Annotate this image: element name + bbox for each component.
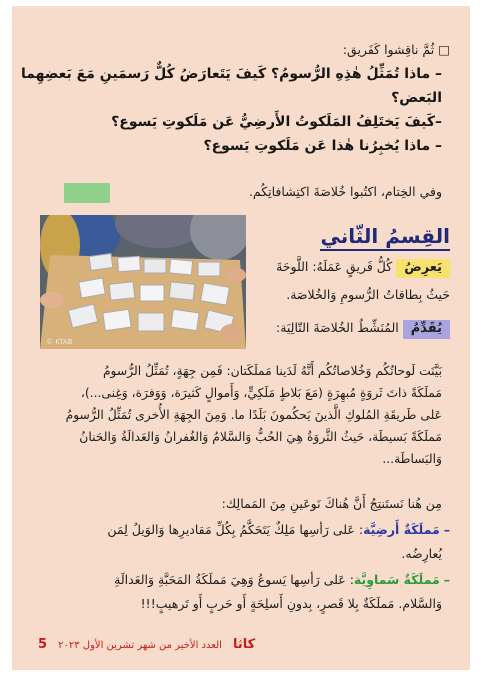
paragraph-1-line: وَالبَساطَة... — [382, 452, 442, 466]
green-marker — [64, 183, 110, 203]
footer — [38, 633, 255, 652]
conclusion-text: وفي الخِتام، اكتُبوا خُلاصَةَ اكتِشافاتِكُم. — [248, 184, 442, 199]
present-text-2: حَيثُ بِطاقاتُ الرُّسومِ وَالخُلاصَة. — [286, 287, 450, 302]
offer-badge: يُقَدِّمُ — [403, 320, 450, 339]
activity-photo — [40, 215, 246, 349]
footer-page-number: 5 — [38, 637, 48, 652]
kingdom-heaven-text-2: وَالسَّلام. مَملَكَةٌ بِلا قَصرٍ، بِدونِ أَسلِحَةٍ أَو حَربٍ أَو تَرهيبٍ!!! — [140, 596, 442, 611]
kingdom-heaven-text-1: : عَلى رَأسِها يَسوعُ وَهِيَ مَملَكَةُ المَحَبَّةِ وَالعَدالَةِ — [114, 572, 354, 587]
intro-line — [12, 42, 450, 57]
paragraph-1 — [40, 360, 442, 470]
footer-brand: كاثا — [233, 637, 256, 652]
paragraph-1-line: بَيَّنَت لَوحاتُكُم وَخُلاصاتُكُم أَنَّهُ لَدَينا مَملَكَتان: فَمِن جِهَةٍ، تُمَثِّلُ الرُّسومُ — [102, 364, 442, 378]
photo-credit: © KTAB — [46, 338, 73, 346]
kingdom-earth-text-2: يُعارِضُه. — [401, 546, 442, 561]
section-title: القِسمُ الثّاني — [320, 224, 450, 251]
present-text-1: كُلُّ فَريقٍ عَمَلَهُ: اللَّوحَةَ — [276, 259, 393, 274]
paragraph-1-line: مَملَكَةً ذاتَ ثَروَةٍ مُبهِرَةٍ (مَعَ بَلاطٍ مَلَكِيٍّ، وَأَموالٍ كَثيرَة، وَوَفرَة، وَغِنى...)، — [80, 386, 442, 400]
paragraph-2-intro: مِن هُنا نَستَنتِجُ أَنَّ هُناكَ نَوعَينِ مِنَ المَمالِك: — [221, 496, 442, 511]
question-3: – ماذا يُخبِرُنا هٰذا عَن مَلَكوتِ يَسوع؟ — [203, 138, 442, 154]
kingdom-earth-term: مَملَكَةٌ أَرضِيَّة — [363, 522, 440, 537]
photo-illustration — [40, 215, 246, 349]
footer-issue: العدد الأخير من شهر تشرين الأول ٢٠٢٣ — [58, 640, 222, 651]
question-1: – ماذا تُمَثِّلُ هٰذِهِ الرُّسومُ؟ كَيفَ يَتَعارَضُ كُلٌّ رَسمَينِ مَعَ بَعضِهِما — [20, 66, 442, 82]
section-title-wrap — [320, 224, 450, 248]
kingdom-heaven-term: مَملَكَةٌ سَماوِيَّة — [353, 572, 440, 587]
kingdom-earth-dash: – — [443, 522, 450, 537]
question-2: –كَيفَ يَختَلِفُ المَلَكوتُ الأَرضِيُّ عَن مَلَكوتِ يَسوع؟ — [111, 114, 442, 130]
question-1-cont: البَعض؟ — [391, 90, 442, 106]
paragraph-1-line: مَملَكَةً بَسيطَة، حَيثُ الثَّروَةُ هِيَ الحُبُّ وَالسَّلامُ وَالغُفرانُ وَالعَدالَةُ وَالحَنانُ — [79, 430, 442, 444]
paragraph-1-line: عَلى طَريقَةِ المُلوكِ الَّذينَ يَحكُمونَ بَلَدًا ما. وَمِنَ الجِهَةِ الأُخرى تُمَثِّلُ الرُّسومُ — [65, 408, 442, 422]
page — [12, 6, 470, 670]
checkbox-bullet-icon: □ — [438, 42, 450, 57]
kingdom-heaven-line — [12, 572, 450, 587]
present-badge: يَعرِضُ — [396, 259, 450, 278]
kingdom-earth-line — [12, 522, 450, 537]
present-line — [276, 259, 450, 278]
offer-line — [276, 320, 450, 339]
intro-text: ثُمَّ ناقِشوا كَفَريق: — [342, 42, 435, 57]
kingdom-earth-text-1: : عَلى رَأسِها مَلِكٌ يَتَحَكَّمُ بِكُلِّ مَقاديرِها وَالوَيلُ لِمَن — [107, 522, 364, 537]
offer-text: المُنَشِّطُ الخُلاصَةَ التّالِيَة: — [276, 320, 399, 335]
kingdom-heaven-dash: – — [443, 572, 450, 587]
